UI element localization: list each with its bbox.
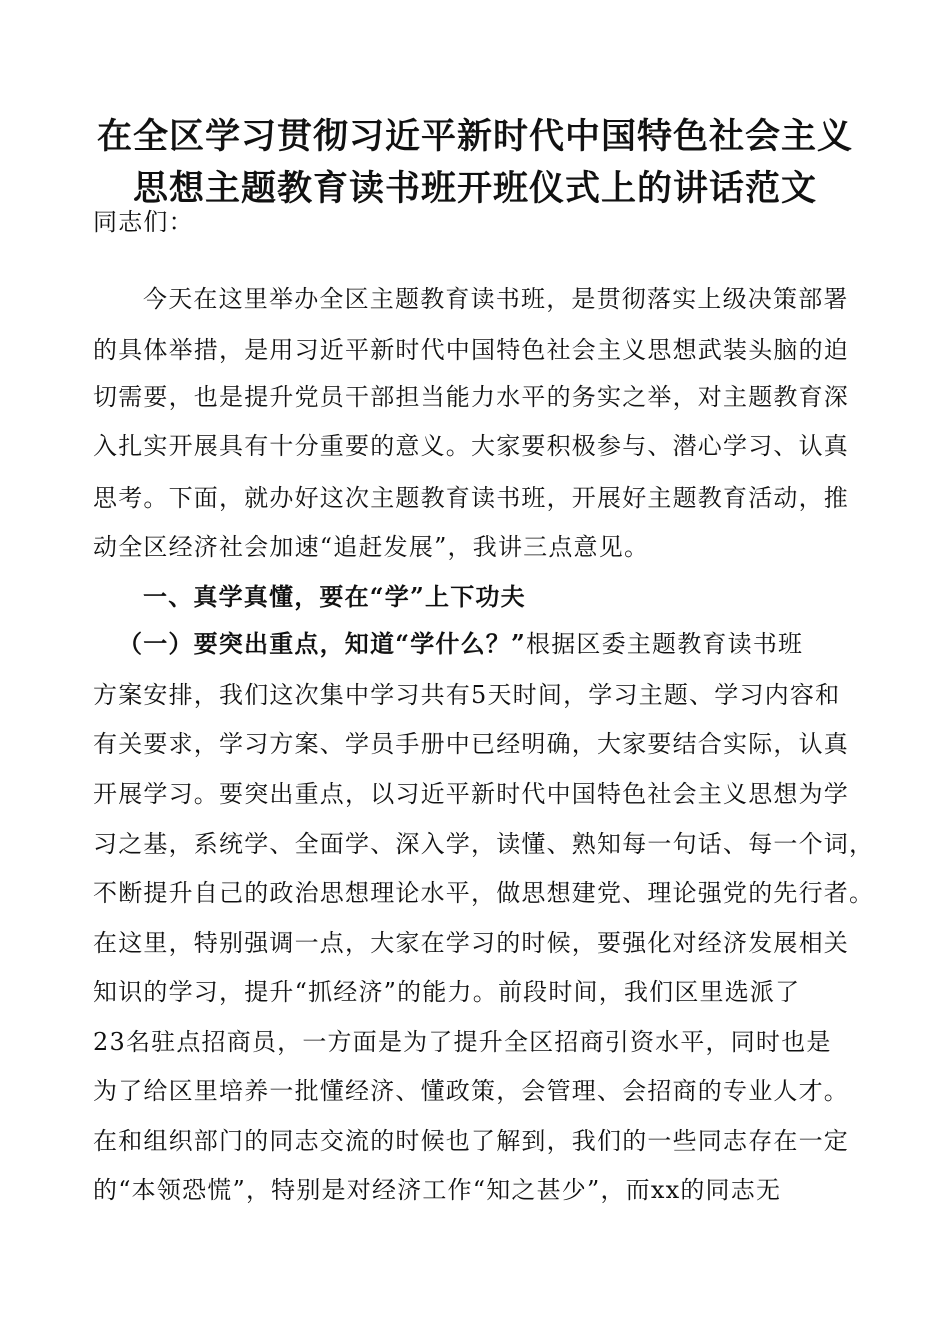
sub-line-6: 在这里，特别强调一点，大家在学习的时候，要强化对经济发展相关 (93, 929, 849, 957)
body-line-3: 切需要，也是提升党员干部担当能力水平的务实之举，对主题教育深 (93, 383, 849, 411)
sub-line-9: 为了给区里培养一批懂经济、懂政策，会管理、会招商的专业人才。 (93, 1077, 849, 1105)
sub-line-2: 有关要求，学习方案、学员手册中已经明确，大家要结合实际，认真 (93, 730, 849, 758)
sub-line-1: 方案安排，我们这次集中学习共有5天时间，学习主题、学习内容和 (93, 681, 841, 709)
section-heading-1: 一、真学真懂，要在“学”上下功夫 (143, 582, 526, 611)
body-line-2: 的具体举措，是用习近平新时代中国特色社会主义思想武装头脑的迫 (93, 336, 849, 364)
sub-line-8: 23名驻点招商员，一方面是为了提升全区招商引资水平，同时也是 (93, 1028, 832, 1056)
subsection-paragraph-start (118, 624, 803, 664)
subsection-heading-rest: 根据区委主题教育读书班 (526, 630, 804, 658)
document-title-line-2: 思想主题教育读书班开班仪式上的讲话范文 (132, 169, 817, 209)
document-title-line-1: 在全区学习贯彻习近平新时代中国特色社会主义 (96, 117, 853, 157)
body-line-4: 入扎实开展具有十分重要的意义。大家要积极参与、潜心学习、认真 (93, 432, 849, 460)
sub-line-3: 开展学习。要突出重点，以习近平新时代中国特色社会主义思想为学 (93, 780, 849, 808)
body-line-5: 思考。下面，就办好这次主题教育读书班，开展好主题教育活动，推 (93, 484, 849, 512)
salutation: 同志们： (93, 208, 194, 236)
sub-line-7: 知识的学习，提升“抓经济”的能力。前段时间，我们区里选派了 (93, 978, 801, 1006)
body-line-6: 动全区经济社会加速“追赶发展”，我讲三点意见。 (93, 533, 650, 561)
body-line-1: 今天在这里举办全区主题教育读书班，是贯彻落实上级决策部署 (143, 285, 849, 313)
sub-line-5: 不断提升自己的政治思想理论水平，做思想建党、理论强党的先行者。 (93, 879, 875, 907)
subsection-heading-1: （一）要突出重点，知道“学什么？” (118, 629, 527, 658)
sub-line-4: 习之基，系统学、全面学、深入学，读懂、熟知每一句话、每一个词， (93, 830, 875, 858)
sub-line-10: 在和组织部门的同志交流的时候也了解到，我们的一些同志存在一定 (93, 1127, 849, 1155)
sub-line-11: 的“本领恐慌”，特别是对经济工作“知之甚少”，而xx的同志无 (93, 1176, 782, 1204)
